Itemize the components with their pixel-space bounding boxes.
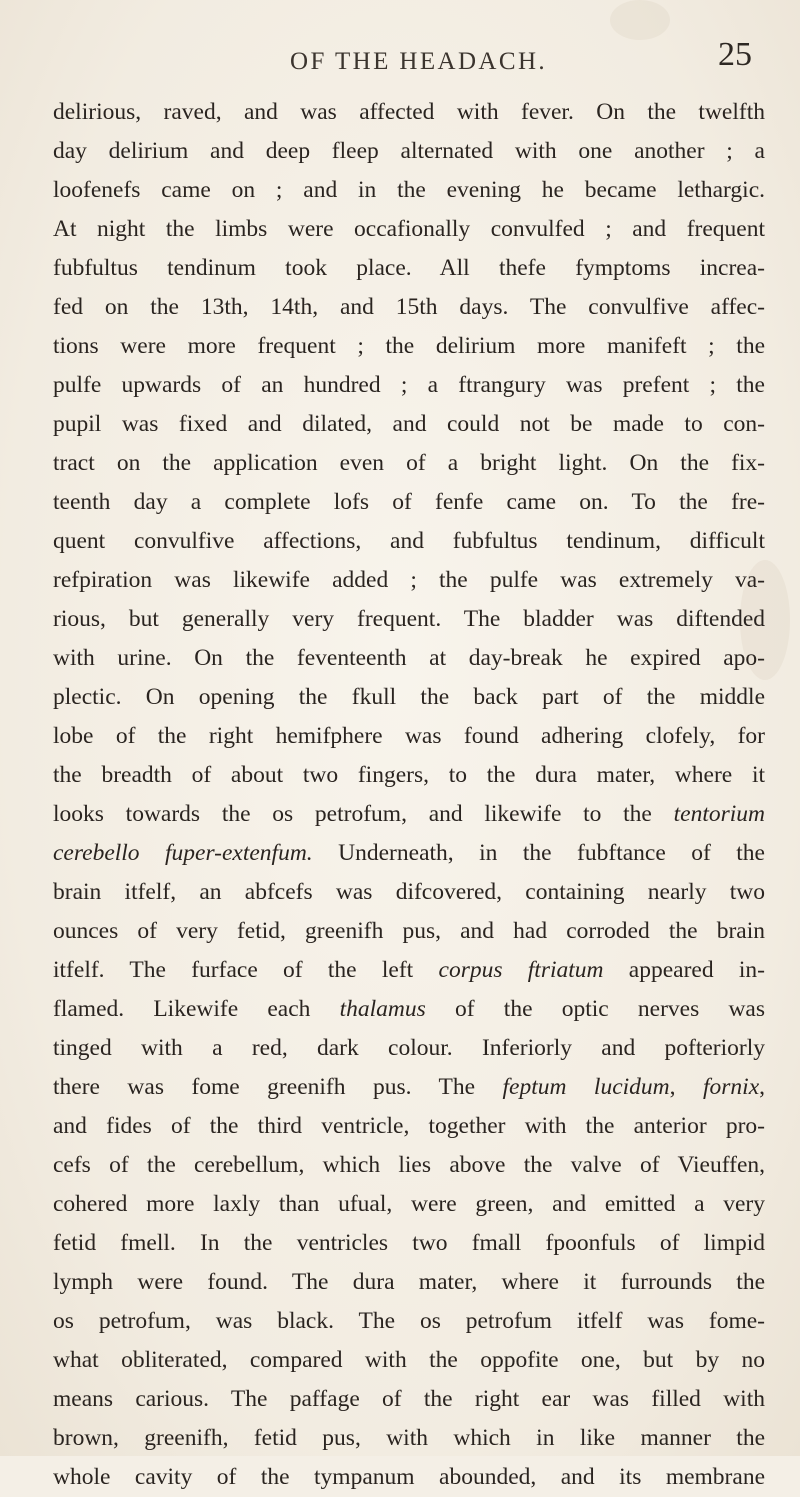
text-run: itfelf. The furface of the left <box>53 957 439 983</box>
text-line <box>53 1068 765 1107</box>
text-run: rious, but generally very frequent. The bladder was diftended <box>53 606 765 632</box>
text-run: whole cavity of the tympanum abounded, and its membrane <box>53 1464 765 1490</box>
text-line <box>53 93 765 132</box>
text-line <box>53 1341 765 1380</box>
italic-term: tentorium <box>673 801 765 827</box>
text-run: tinged with a red, dark colour. Inferiorly and pofteriorly <box>53 1035 765 1061</box>
text-line <box>53 444 765 483</box>
body-text <box>53 93 765 1497</box>
text-line <box>53 600 765 639</box>
text-line <box>53 873 765 912</box>
text-run: with urine. On the feventeenth at day-break he expired apo- <box>53 645 765 671</box>
text-line <box>53 990 765 1029</box>
text-run: pupil was fixed and dilated, and could not be made to con- <box>53 411 765 437</box>
page-number: 25 <box>718 36 752 73</box>
text-line <box>53 483 765 522</box>
text-line <box>53 288 765 327</box>
text-run: tract on the application even of a bright light. On the fix- <box>53 450 765 476</box>
text-run: refpiration was likewife added ; the pulfe was extremely va- <box>53 567 765 593</box>
text-line <box>53 171 765 210</box>
text-line <box>53 132 765 171</box>
text-run: At night the limbs were occafionally convulfed ; and frequent <box>53 216 765 242</box>
text-line <box>53 834 765 873</box>
text-run: fed on the 13th, 14th, and 15th days. The convulfive affec- <box>53 294 765 320</box>
italic-term: corpus ftriatum <box>438 957 604 983</box>
text-run: delirious, raved, and was affected with fever. On the twelfth <box>53 99 765 125</box>
italic-term: feptum lucidum <box>502 1074 670 1100</box>
text-line <box>53 249 765 288</box>
italic-term: cerebello fuper-extenfum. <box>53 840 313 866</box>
text-line <box>53 912 765 951</box>
text-run: quent convulfive affections, and fubfultus tendinum, difficult <box>53 528 765 554</box>
text-run: lymph were found. The dura mater, where it furrounds the <box>53 1269 765 1295</box>
text-line <box>53 795 765 834</box>
text-line <box>53 1380 765 1419</box>
text-run: os petrofum, was black. The os petrofum itfelf was fome- <box>53 1308 765 1334</box>
text-run: plectic. On opening the fkull the back part of the middle <box>53 684 765 710</box>
running-head-title: OF THE HEADACH. <box>290 48 548 75</box>
text-run: ounces of very fetid, greenifh pus, and had corroded the brain <box>53 918 765 944</box>
text-run: looks towards the os petrofum, and likewife to the <box>53 801 674 827</box>
text-run: cohered more laxly than ufual, were green, and emitted a very <box>53 1191 765 1217</box>
italic-term: thalamus <box>339 996 426 1022</box>
text-line <box>53 366 765 405</box>
text-line <box>53 1146 765 1185</box>
text-run: , <box>669 1074 703 1100</box>
italic-term: fornix <box>702 1074 760 1100</box>
text-line <box>53 1458 765 1497</box>
text-run: cefs of the cerebellum, which lies above the valve of Vieuffen, <box>53 1152 765 1178</box>
text-run: fetid fmell. In the ventricles two fmall fpoonfuls of limpid <box>53 1230 765 1256</box>
text-line <box>53 1224 765 1263</box>
text-run: pulfe upwards of an hundred ; a ftrangury was prefent ; the <box>53 372 765 398</box>
text-run: , <box>759 1074 765 1100</box>
text-run: loofenefs came on ; and in the evening he became lethargic. <box>53 177 765 203</box>
text-run: of the optic nerves was <box>425 996 765 1022</box>
text-line <box>53 639 765 678</box>
text-run: brown, greenifh, fetid pus, with which in like manner the <box>53 1425 765 1451</box>
text-line <box>53 1029 765 1068</box>
text-run: means carious. The paffage of the right ear was filled with <box>53 1386 765 1412</box>
text-run: teenth day a complete lofs of fenfe came on. To the fre- <box>53 489 765 515</box>
text-run: what obliterated, compared with the oppofite one, but by no <box>53 1347 765 1373</box>
running-head <box>0 20 800 80</box>
text-run: fubfultus tendinum took place. All thefe fymptoms increa- <box>53 255 765 281</box>
text-line <box>53 327 765 366</box>
text-run: lobe of the right hemifphere was found adhering clofely, for <box>53 723 765 749</box>
text-line <box>53 1419 765 1458</box>
text-run: the breadth of about two fingers, to the dura mater, where it <box>53 762 765 788</box>
text-line <box>53 210 765 249</box>
text-line <box>53 405 765 444</box>
text-run: brain itfelf, an abfcefs was difcovered, containing nearly two <box>53 879 765 905</box>
text-run: and fides of the third ventricle, together with the anterior pro- <box>53 1113 765 1139</box>
text-run: there was fome greenifh pus. The <box>53 1074 503 1100</box>
text-line <box>53 522 765 561</box>
text-run: day delirium and deep fleep alternated with one another ; a <box>53 138 765 164</box>
text-run: flamed. Likewife each <box>53 996 340 1022</box>
text-run: Underneath, in the fubftance of the <box>312 840 765 866</box>
text-line <box>53 756 765 795</box>
text-line <box>53 1302 765 1341</box>
text-line <box>53 1107 765 1146</box>
text-line <box>53 951 765 990</box>
text-line <box>53 678 765 717</box>
text-line <box>53 1185 765 1224</box>
text-run: tions were more frequent ; the delirium more manifeft ; the <box>53 333 765 359</box>
text-line <box>53 1263 765 1302</box>
text-run: appeared in- <box>603 957 765 983</box>
text-line <box>53 561 765 600</box>
text-line <box>53 717 765 756</box>
